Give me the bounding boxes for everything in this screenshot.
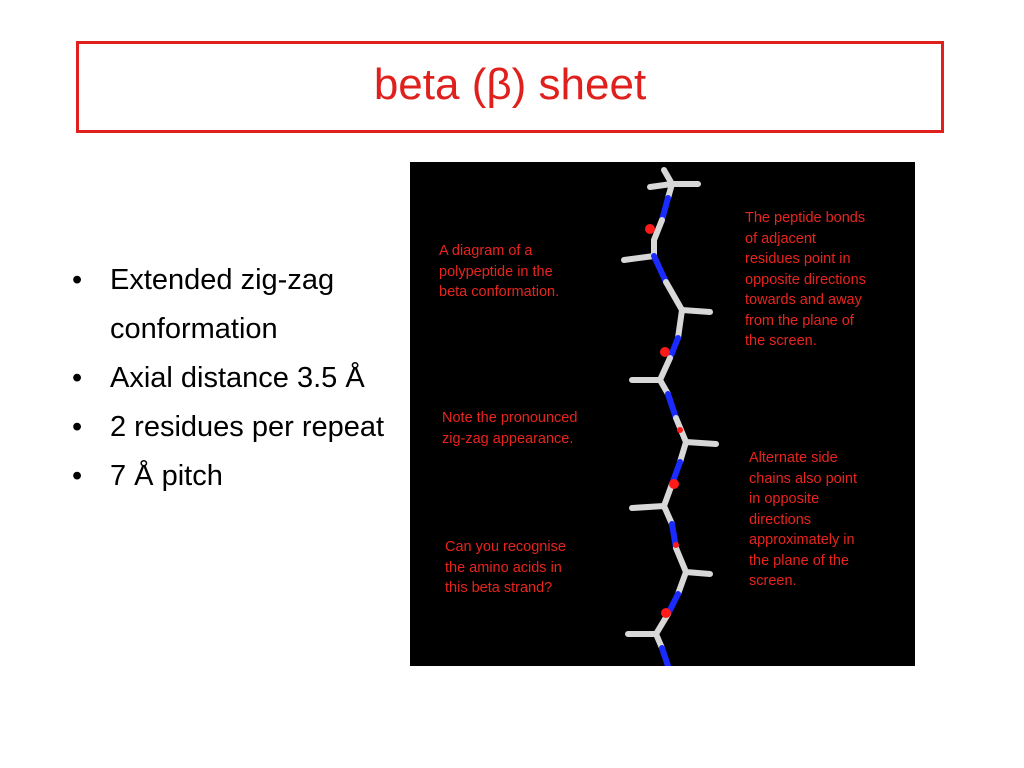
bullet-item: • 2 residues per repeat: [68, 403, 428, 452]
bullet-item: • Extended zig-zag: [68, 256, 428, 305]
nitrogen-bond: [668, 394, 676, 418]
oxygen-atom: [661, 608, 671, 618]
caption-peptide-bonds: The peptide bonds of adjacent residues point in opposite directions towards and away from the plane of the screen.: [745, 210, 866, 349]
nitrogen-bond: [662, 198, 668, 220]
bullet-list: [68, 256, 428, 501]
oxygen-atom: [645, 224, 655, 234]
oxygen-atom: [669, 479, 679, 489]
nitrogen-bond: [662, 648, 668, 666]
beta-strand-figure: [410, 162, 915, 666]
caption-diagram: A diagram of a polypeptide in the beta conformation.: [439, 243, 560, 300]
nitrogen-bond: [670, 338, 678, 358]
carbon-bond: [632, 484, 672, 524]
oxygen-atom: [660, 347, 670, 357]
caption-side-chains: Alternate side chains also point in opposite directions approximately in the plane of the screen.: [749, 450, 858, 589]
oxygen-atom: [677, 427, 683, 433]
carbon-bond: [628, 614, 668, 648]
carbon-bond: [654, 220, 662, 256]
carbon-bond: [632, 358, 670, 394]
carbon-bond: [650, 170, 698, 198]
caption-zigzag: Note the pronounced zig-zag appearance.: [442, 410, 578, 447]
bullet-item: • Axial distance 3.5 Å: [68, 354, 428, 403]
carbon-bond: [666, 282, 710, 338]
carbon-bond: [676, 418, 716, 462]
oxygen-atom: [673, 542, 679, 548]
bullet-item: • 7 Å pitch: [68, 452, 428, 501]
carbon-bond: [676, 548, 710, 594]
title-box: [76, 41, 944, 133]
carbon-bond: [624, 256, 654, 260]
bullet-item-continuation: conformation: [110, 313, 278, 345]
nitrogen-bond: [654, 256, 666, 282]
caption-question: Can you recognise the amino acids in this beta strand?: [445, 539, 566, 596]
slide-title: beta (β) sheet: [373, 60, 647, 109]
